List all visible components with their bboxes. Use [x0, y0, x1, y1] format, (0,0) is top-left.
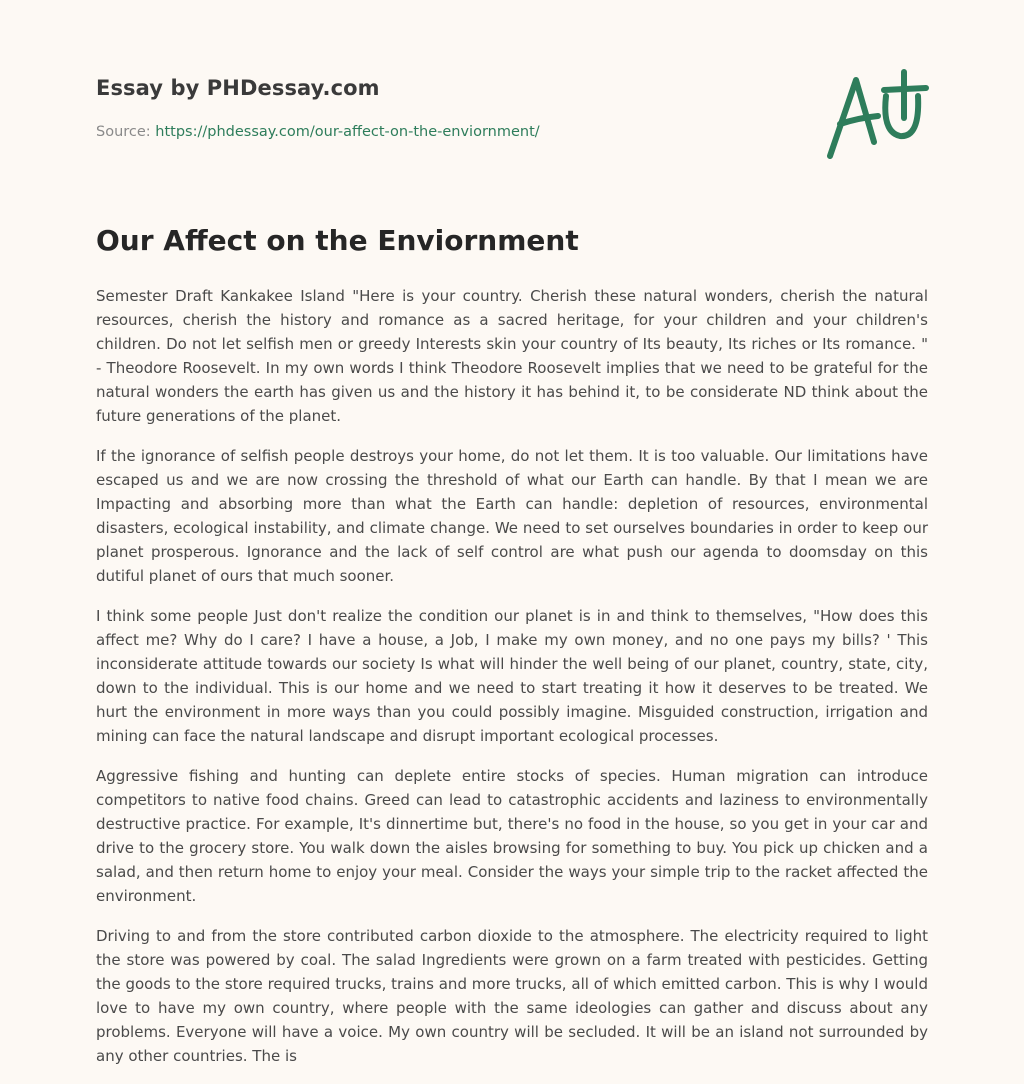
essay-paragraph: Semester Draft Kankakee Island "Here is your country. Cherish these natural wonders, cherish the natural resources, cherish the history and romance as a sacred heritage, for your children and your children's children. Do not let selfish men or greedy Interests skin your country of Its beauty, Its riches or Its romance. " - Theodore Roosevelt. In my own words I think Theodore Roosevelt implies that we need to be grateful for the natural wonders the earth has given us and the history it has behind it, to be considerate ND think about the future generations of the planet.	[96, 287, 928, 425]
source-link[interactable]: https://phdessay.com/our-affect-on-the-enviornment/	[155, 124, 540, 140]
essay-paragraph: Aggressive fishing and hunting can deplete entire stocks of species. Human migration can introduce competitors to native food chains. Greed can lead to catastrophic accidents and laziness to environmentally destructive practice. For example, It's dinnertime but, there's no food in the house, so you get in your car and drive to the grocery store. You walk down the aisles browsing for something to buy. You pick up chicken and a salad, and then return home to enjoy your meal. Consider the ways your simple trip to the racket affected the environment.	[96, 767, 928, 905]
essay-paragraph: I think some people Just don't realize the condition our planet is in and think to themselves, "How does this affect me? Why do I care? I have a house, a Job, I make my own money, and no one pays my bills? ' This inconsiderate attitude towards our society Is what will hinder the well being of our planet, country, state, city, down to the individual. This is our home and we need to start treating it how it deserves to be treated. We hurt the environment in more ways than you could possibly imagine. Misguided construction, irrigation and mining can face the natural landscape and disrupt important ecological processes.	[96, 607, 928, 745]
source-label: Source:	[96, 124, 151, 140]
essay-title: Our Affect on the Enviornment	[96, 224, 579, 257]
a-plus-grade-icon	[820, 66, 932, 166]
source-line	[96, 124, 540, 140]
essay-body	[96, 284, 928, 1084]
essay-paragraph: If the ignorance of selfish people destroys your home, do not let them. It is too valuable. Our limitations have escaped us and we are now crossing the threshold of what our Earth can handle. By that I mean we are Impacting and absorbing more than what the Earth can handle: depletion of resources, environmental disasters, ecological instability, and climate change. We need to set ourselves boundaries in order to keep our planet prosperous. Ignorance and the lack of self control are what push our agenda to doomsday on this dutiful planet of ours that much sooner.	[96, 447, 928, 585]
essay-paragraph: Driving to and from the store contributed carbon dioxide to the atmosphere. The electricity required to light the store was powered by coal. The salad Ingredients were grown on a farm treated with pesticides. Getting the goods to the store required trucks, trains and more trucks, all of which emitted carbon. This is why I would love to have my own country, where people with the same ideologies can gather and discuss about any problems. Everyone will have a voice. My own country will be secluded. It will be an island not surrounded by any other countries. The is	[96, 927, 928, 1065]
site-brand: Essay by PHDessay.com	[96, 76, 380, 100]
